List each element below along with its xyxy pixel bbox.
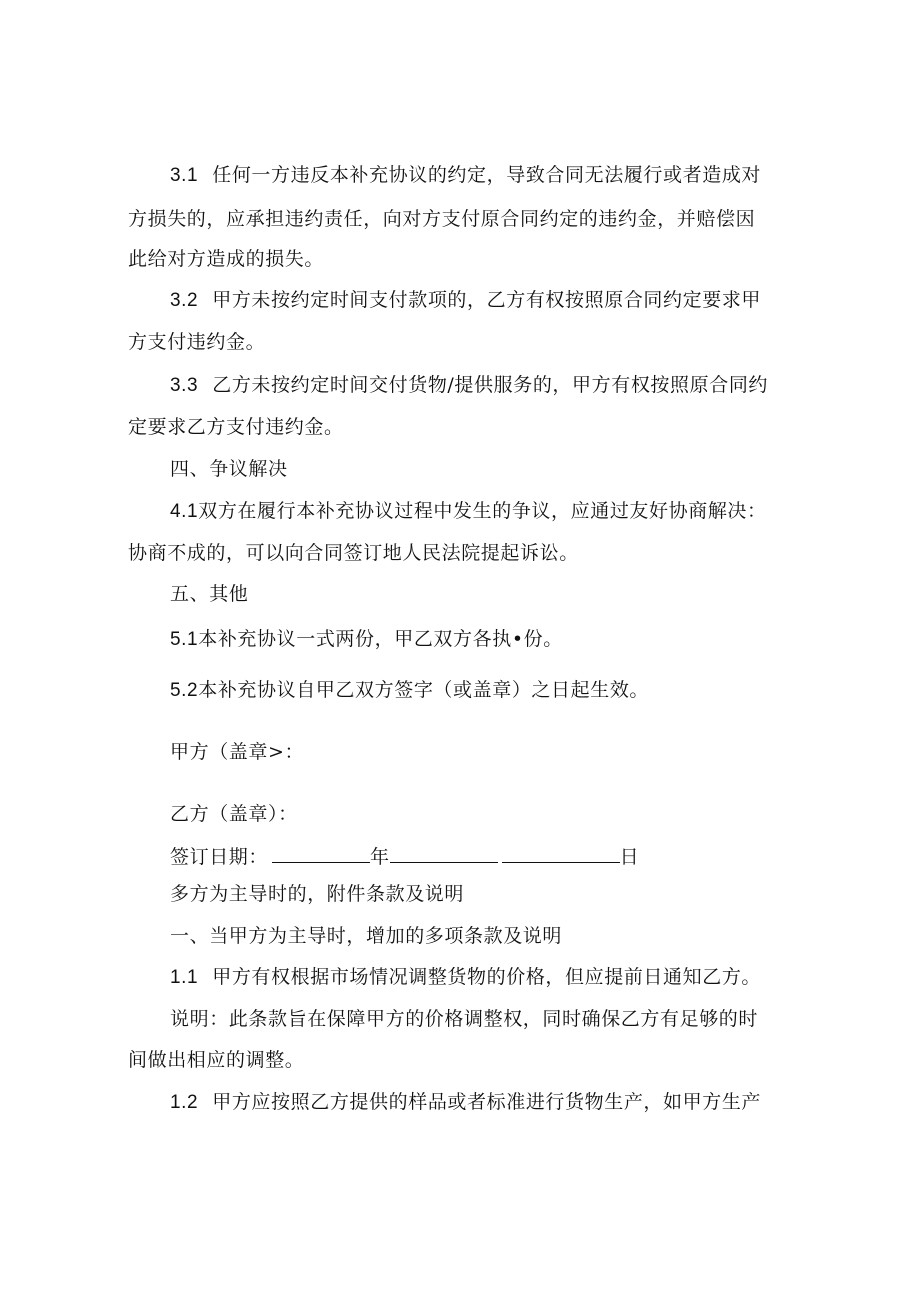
clause-3-1-line-3: 此给对方造成的损失。	[128, 248, 325, 270]
appendix-note-1-1-line-1: 说明：此条款旨在保障甲方的价格调整权，同时确保乙方有足够的时	[170, 1008, 759, 1030]
clause-3-1-line-2: 方损失的，应承担违约责任，向对方支付原合同约定的违约金，并赔偿因	[128, 208, 756, 230]
appendix-note-1-1-line-2: 间做出相应的调整。	[128, 1049, 305, 1071]
appendix-item-1-1-number: 1.1	[170, 967, 199, 988]
clause-5-2-number: 5.2	[170, 680, 199, 701]
section-4-heading: 四、争议解决	[170, 458, 288, 480]
appendix-item-1-2-number: 1.2	[170, 1092, 199, 1113]
clause-4-1-text-1: 双方在履行本补充协议过程中发生的争议，应通过友好协商解决：	[198, 500, 767, 522]
clause-4-1-line-2: 协商不成的，可以向合同签订地人民法院提起诉讼。	[128, 542, 579, 564]
appendix-heading: 一、当甲方为主导时，增加的多项条款及说明	[170, 925, 563, 947]
clause-3-2-number: 3.2	[170, 290, 199, 311]
day-blank[interactable]	[502, 844, 620, 863]
clause-3-3-number: 3.3	[170, 375, 199, 396]
clause-3-2-line-2: 方支付违约金。	[128, 331, 266, 353]
appendix-item-1-1-text: 甲方有权根据市场情况调整货物的价格，但应提前日通知乙方。	[212, 966, 762, 988]
clause-5-1-text: 本补充协议一式两份，甲乙双方各执•份。	[198, 628, 563, 650]
clause-3-1-text-1: 任何一方违反本补充协议的约定，导致合同无法履行或者造成对	[212, 164, 762, 186]
section-5-heading: 五、其他	[170, 583, 249, 605]
signing-date-line	[170, 844, 639, 868]
clause-5-2-text: 本补充协议自甲乙双方签字（或盖章）之日起生效。	[198, 679, 650, 701]
appendix-item-1-2-text: 甲方应按照乙方提供的样品或者标准进行货物生产，如甲方生产	[212, 1091, 762, 1113]
clause-3-2-text-1: 甲方未按约定时间支付款项的，乙方有权按照原合同约定要求甲	[212, 289, 762, 311]
clause-5-2-line	[170, 679, 649, 702]
clause-3-1-line-1	[170, 164, 761, 187]
year-label: 年	[370, 846, 390, 868]
clause-5-1-line	[170, 628, 563, 651]
clause-3-3-line-1	[170, 374, 768, 397]
day-label: 日	[619, 846, 640, 868]
year-blank[interactable]	[272, 844, 370, 863]
clause-3-2-line-1	[170, 289, 761, 312]
party-b-signature-label: 乙方（盖章）：	[170, 803, 298, 825]
appendix-item-1-2	[170, 1091, 761, 1114]
party-a-signature-label: 甲方（盖章>：	[170, 741, 305, 763]
clause-3-3-line-2: 定要求乙方支付违约金。	[128, 416, 344, 438]
signing-date-label: 签订日期：	[170, 846, 269, 868]
clause-3-1-number: 3.1	[170, 165, 199, 186]
clause-5-1-number: 5.1	[170, 629, 199, 650]
month-blank[interactable]	[390, 844, 498, 863]
clause-4-1-line-1	[170, 500, 767, 523]
appendix-item-1-1	[170, 966, 761, 989]
clause-3-3-text-1: 乙方未按约定时间交付货物/提供服务的，甲方有权按照原合同约	[212, 374, 769, 396]
clause-4-1-number: 4.1	[170, 501, 199, 522]
appendix-intro: 多方为主导时的，附件条款及说明	[170, 883, 465, 905]
